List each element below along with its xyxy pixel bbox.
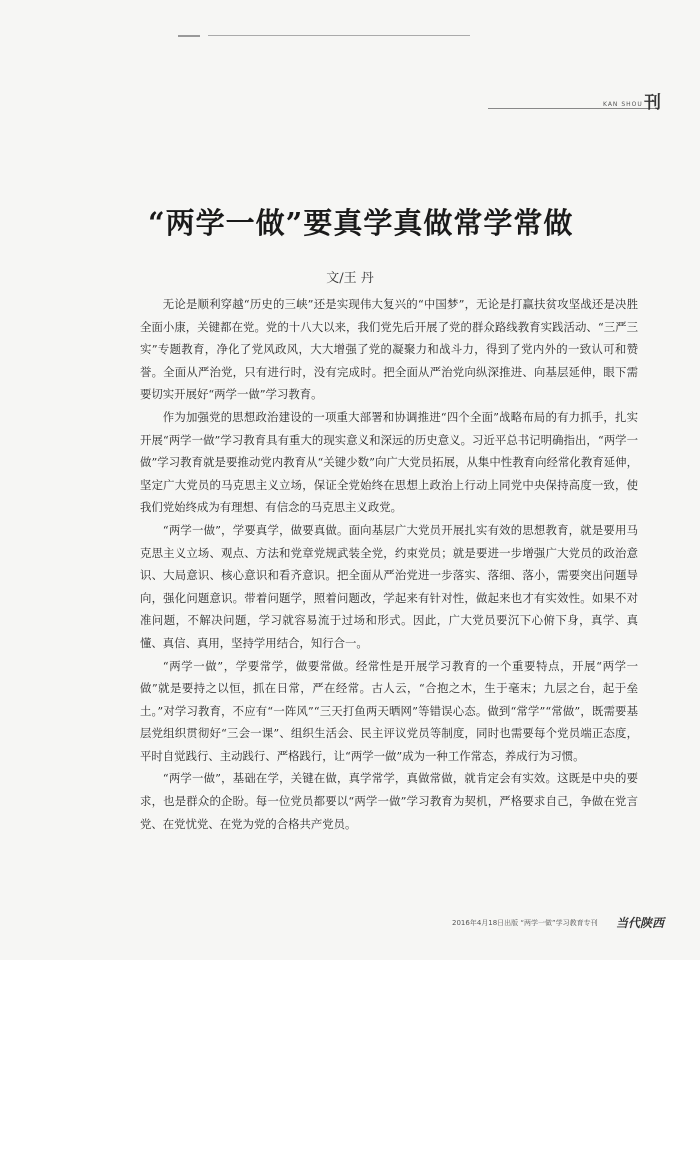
paragraph: 作为加强党的思想政治建设的一项重大部署和协调推进“四个全面”战略布局的有力抓手，扎实开展“两学一做”学习教育具有重大的现实意义和深远的历史意义。习近平总书记明确指出，“两学一做”学习教育就是要推动党内教育从“关键少数”向广大党员拓展，从集中性教育向经常化教育延伸，坚定广大党员的马克思主义立场，保证全党始终在思想上政治上行动上同党中央保持高度一致，使我们党始终成为有理想、有信念的马克思主义政党。 bbox=[140, 409, 638, 515]
paragraph: 无论是顺利穿越“历史的三峡”还是实现伟大复兴的“中国梦”，无论是打赢扶贫攻坚战还是决胜全面小康，关键都在党。党的十八大以来，我们党先后开展了党的群众路线教育实践活动、“三严三实”专题教育，净化了党风政风，大大增强了党的凝聚力和战斗力，得到了党内外的一致认可和赞誉。全面从严治党，只有进行时，没有完成时。把全面从严治党向纵深推进、向基层延伸，眼下需要切实开展好“两学一做”学习教育。 bbox=[140, 297, 638, 402]
header-rule bbox=[488, 108, 658, 109]
paragraph: “两学一做”，学要常学，做要常做。经常性是开展学习教育的一个重要特点，开展“两学一做”就是要持之以恒，抓在日常，严在经常。古人云，“合抱之木，生于毫末；九层之台，起于垒土。”对学习教育，不应有“一阵风”“三天打鱼两天晒网”等错误心态。做到“常学”“常做”，既需要基层党组织贯彻好“三会一课”、组织生活会、民主评议党员等制度，同时也需要每个党员端正态度，平时自觉践行、主动践行、严格践行，让“两学一做”成为一种工作常态，养成行为习惯。 bbox=[140, 658, 638, 763]
article-author: 文/王 丹 bbox=[326, 271, 374, 286]
article-body bbox=[140, 293, 638, 835]
top-rule-long bbox=[208, 35, 470, 36]
top-rule bbox=[178, 35, 200, 37]
paragraph: “两学一做”，学要真学，做要真做。面向基层广大党员开展扎实有效的思想教育，就是要用马克思主义立场、观点、方法和党章党规武装全党，约束党员；就是要进一步增强广大党员的政治意识、大局意识、核心意识和看齐意识。把全面从严治党进一步落实、落细、落小，需要突出问题导向，强化问题意识。带着问题学，照着问题改，学起来有针对性，做起来也才有实效性。如果不对准问题，不解决问题，学习就容易流于过场和形式。因此，广大党员要沉下心俯下身，真学、真懂、真信、真用，坚持学用结合，知行合一。 bbox=[140, 522, 638, 650]
paragraph: “两学一做”，基础在学，关键在做，真学常学，真做常做，就肯定会有实效。这既是中央的要求，也是群众的企盼。每一位党员都要以“两学一做”学习教育为契机，严格要求自己，争做在党言党、在党忧党、在党为党的合格共产党员。 bbox=[140, 771, 638, 831]
magazine-brand: 当代陕西 bbox=[616, 916, 665, 930]
section-label: KAN SHOU bbox=[603, 101, 643, 108]
article-title: “两学一做”要真学真做常学常做 bbox=[148, 206, 574, 240]
issue-info: 2016年4月18日出版 “两学一做”学习教育专刊 bbox=[452, 919, 598, 927]
section-glyph: 刊 bbox=[644, 93, 661, 113]
